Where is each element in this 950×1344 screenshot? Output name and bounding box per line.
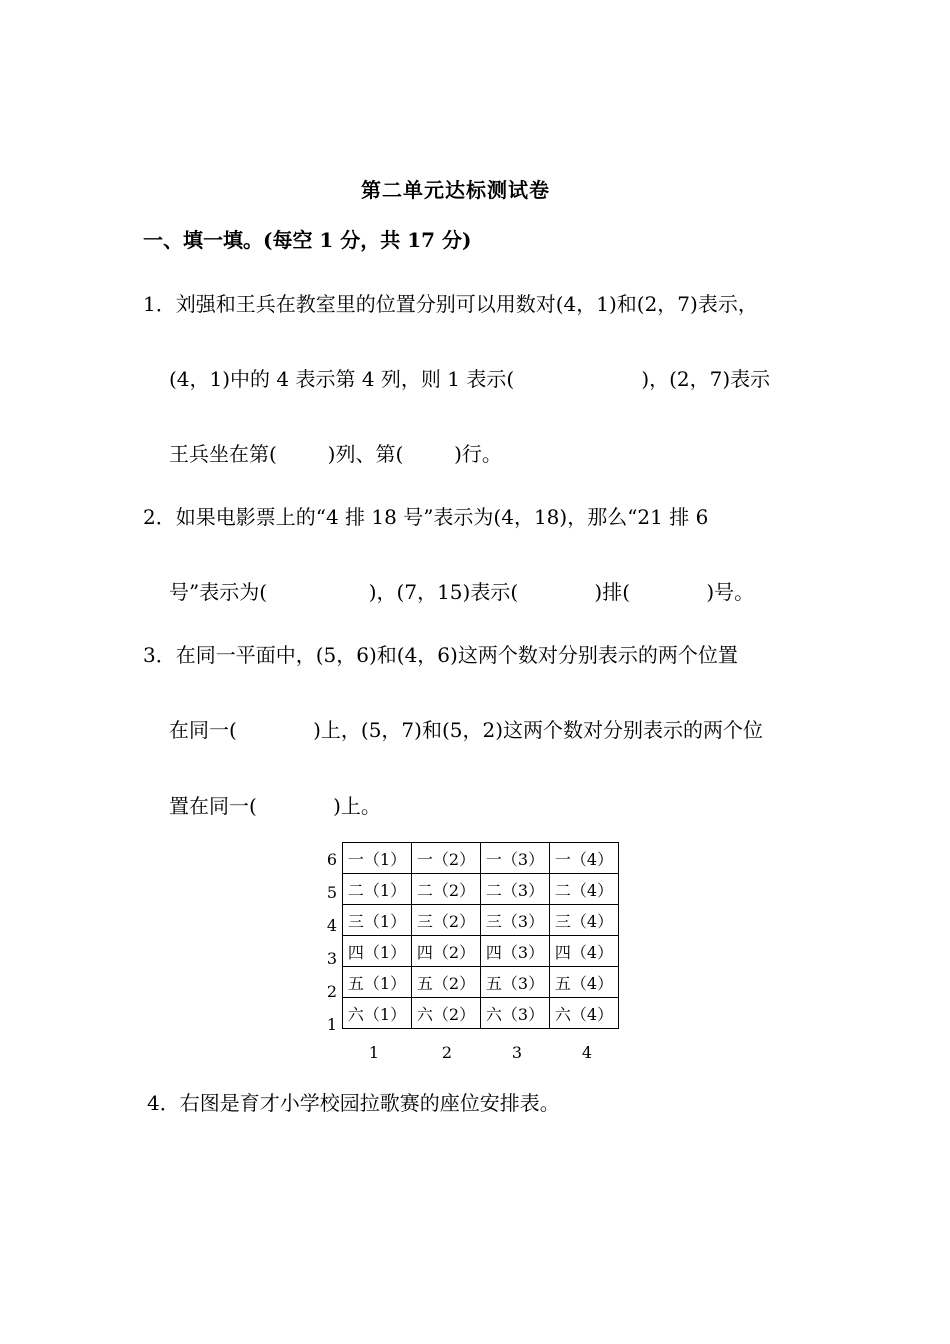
seat-cell: 二（3）	[481, 874, 550, 905]
seat-cell: 二（2）	[412, 874, 481, 905]
table-row	[343, 874, 619, 905]
section-heading: 一、填一填。(每空 1 分，共 17 分)	[143, 228, 472, 252]
seat-cell: 一（3）	[481, 843, 550, 874]
q3-line-2: 在同一( )上，(5，7)和(5，2)这两个数对分别表示的两个位	[169, 718, 764, 742]
q2-line-1: 2．如果电影票上的“4 排 18 号”表示为(4，18)，那么“21 排 6	[143, 505, 709, 529]
row-label: 4	[326, 916, 338, 935]
table-row	[343, 936, 619, 967]
table-row	[343, 905, 619, 936]
seat-cell: 五（4）	[550, 967, 619, 998]
column-label: 2	[441, 1043, 453, 1062]
row-label: 3	[326, 949, 338, 968]
seat-cell: 三（4）	[550, 905, 619, 936]
row-label: 2	[326, 982, 338, 1001]
row-label: 1	[326, 1015, 338, 1034]
page-title: 第二单元达标测试卷	[361, 178, 550, 202]
seat-cell: 五（3）	[481, 967, 550, 998]
seat-cell: 三（2）	[412, 905, 481, 936]
row-label: 5	[326, 883, 338, 902]
q4-line-1: 4．右图是育才小学校园拉歌赛的座位安排表。	[147, 1091, 560, 1115]
seat-cell: 二（1）	[343, 874, 412, 905]
seat-cell: 一（1）	[343, 843, 412, 874]
seat-cell: 四（4）	[550, 936, 619, 967]
column-label: 3	[511, 1043, 523, 1062]
seat-cell: 三（3）	[481, 905, 550, 936]
column-label: 4	[581, 1043, 593, 1062]
q1-line-2: (4，1)中的 4 表示第 4 列，则 1 表示( )，(2，7)表示	[169, 367, 771, 391]
seat-table	[342, 842, 619, 1029]
q2-line-2: 号”表示为( )，(7，15)表示( )排( )号。	[169, 580, 755, 604]
seat-cell: 四（2）	[412, 936, 481, 967]
seat-cell: 六（3）	[481, 998, 550, 1029]
q1-line-1: 1．刘强和王兵在教室里的位置分别可以用数对(4，1)和(2，7)表示，	[143, 292, 758, 316]
seat-cell: 六（1）	[343, 998, 412, 1029]
seat-cell: 五（2）	[412, 967, 481, 998]
seat-cell: 四（1）	[343, 936, 412, 967]
seat-cell: 三（1）	[343, 905, 412, 936]
seat-cell: 四（3）	[481, 936, 550, 967]
q1-line-3: 王兵坐在第( )列、第( )行。	[169, 442, 502, 466]
seat-cell: 六（4）	[550, 998, 619, 1029]
seat-cell: 六（2）	[412, 998, 481, 1029]
q3-line-1: 3．在同一平面中，(5，6)和(4，6)这两个数对分别表示的两个位置	[143, 643, 738, 667]
q3-line-3: 置在同一( )上。	[169, 794, 381, 818]
table-row	[343, 843, 619, 874]
table-row	[343, 998, 619, 1029]
seat-cell: 五（1）	[343, 967, 412, 998]
table-row	[343, 967, 619, 998]
seat-cell: 二（4）	[550, 874, 619, 905]
row-label: 6	[326, 850, 338, 869]
column-label: 1	[368, 1043, 380, 1062]
seat-cell: 一（2）	[412, 843, 481, 874]
seat-cell: 一（4）	[550, 843, 619, 874]
